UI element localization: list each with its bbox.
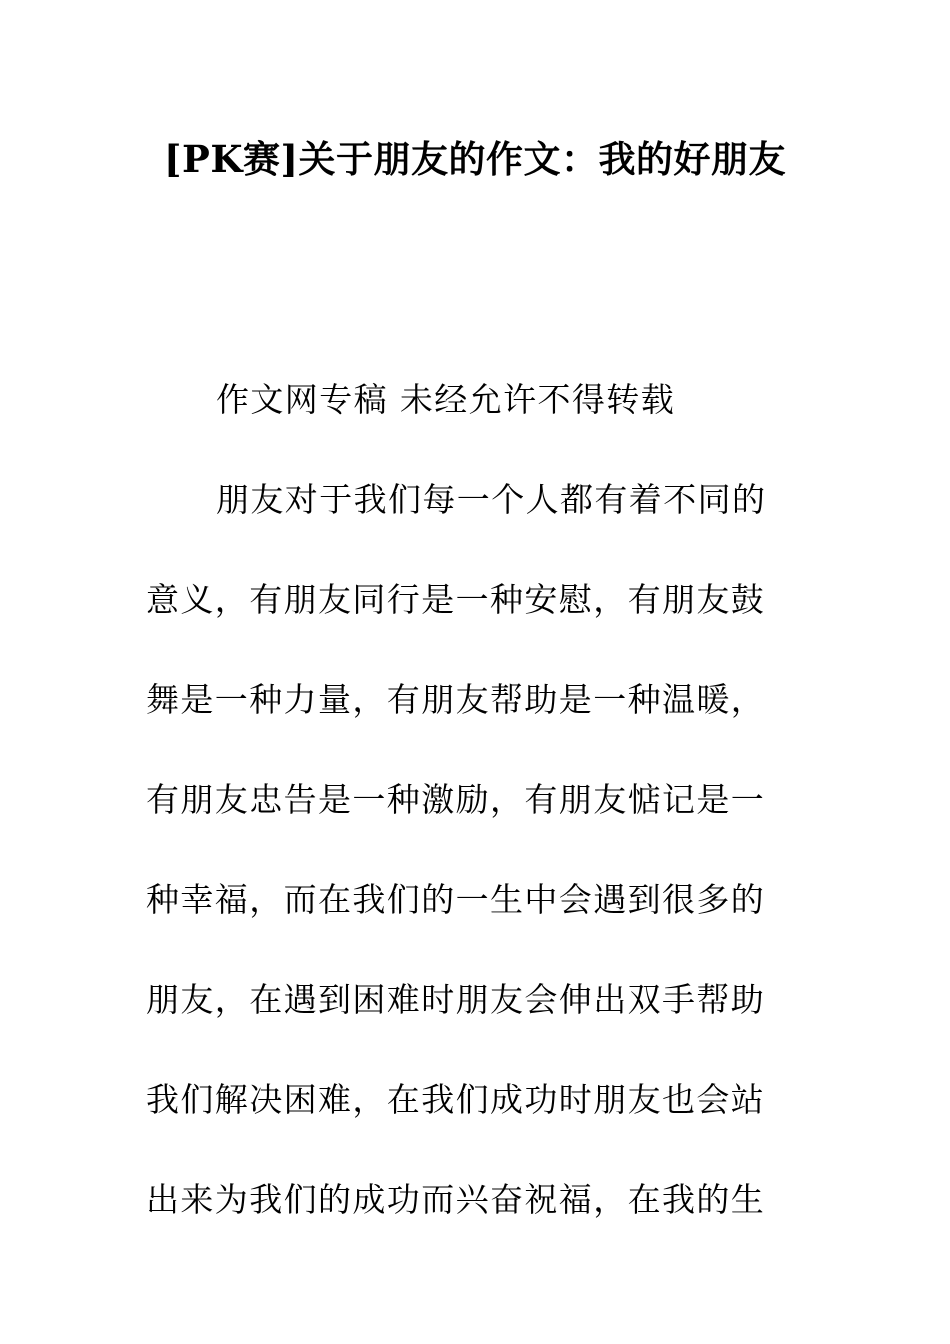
paragraph-line: 朋友对于我们每一个人都有着不同的 [216, 480, 767, 519]
paragraph-line: 我们解决困难，在我们成功时朋友也会站 [146, 1080, 766, 1119]
paragraph-line: 朋友，在遇到困难时朋友会伸出双手帮助 [146, 980, 766, 1019]
paragraph-line: 有朋友忠告是一种激励，有朋友惦记是一 [146, 780, 766, 819]
paragraph-line: 意义，有朋友同行是一种安慰，有朋友鼓 [146, 580, 766, 619]
byline: 作文网专稿 未经允许不得转载 [216, 380, 676, 419]
page-title: [PK赛]关于朋友的作文：我的好朋友 [164, 137, 786, 181]
paragraph-line: 舞是一种力量，有朋友帮助是一种温暖， [146, 680, 766, 719]
paragraph-line: 种幸福，而在我们的一生中会遇到很多的 [146, 880, 766, 919]
paragraph-line: 出来为我们的成功而兴奋祝福，在我的生 [146, 1180, 766, 1219]
